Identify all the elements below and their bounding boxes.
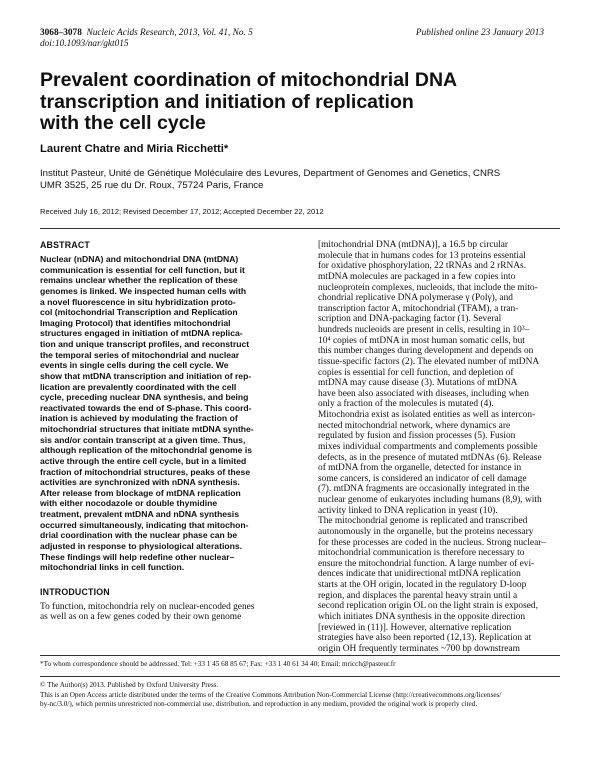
abstract-line: the temporal series of mitochondrial and nuclear — [40, 349, 240, 360]
body-line: only a fraction of the molecules is mutated (4). — [318, 399, 494, 410]
page-range: 3068–3078 — [40, 28, 82, 38]
body-line: for these processes are coded in the nucleus. Strong nuclear– — [318, 537, 547, 548]
footnote-divider — [40, 655, 560, 656]
body-line: which initiates DNA synthesis in the opposite direction — [318, 611, 526, 622]
body-line: regulated by fusion and fission processes (5). Fusion — [318, 431, 516, 442]
body-line: this number changes during development and depends on — [318, 346, 534, 357]
affiliation — [40, 168, 570, 193]
abstract-line: mitochondrial links in cell function. — [40, 562, 185, 573]
body-line: nucleoprotein complexes, nucleoids, that include the mito- — [318, 282, 538, 293]
doi: doi:10.1093/nar/gkt015 — [40, 39, 129, 49]
body-line: second replication origin OL on the light strain is exposed, — [318, 601, 538, 612]
body-line: of mtDNA from the organelle, detected for instance in — [318, 463, 522, 474]
body-line: mixes individual compartments and complements possible — [318, 441, 538, 452]
abstract-line: occurred simultaneously, indicating that mitochon- — [40, 519, 249, 530]
license-line: by-nc/3.0/), which permits unrestricted non-commercial use, distribution, and reproduction in any medium, provided the original work is properly cited. — [40, 700, 478, 709]
abstract-line: ination is achieved by modulating the fraction of — [40, 413, 238, 424]
body-line: mtDNA may cause disease (3). Mutations of mtDNA — [318, 378, 518, 389]
journal-citation: Nucleic Acids Research, 2013, Vol. 41, No. 5 — [86, 28, 253, 38]
published-date: Published online 23 January 2013 — [415, 28, 544, 38]
body-line: hundreds nucleoids are present in cells, resulting in 10³– — [318, 325, 530, 335]
abstract-line: reactivated towards the end of S-phase. This coord- — [40, 402, 252, 413]
body-line: mitochondrial communication is therefore necessary to — [318, 548, 525, 559]
body-line: autonomously in the organelle, but the proteins necessary — [318, 526, 534, 537]
abstract-line: genomes is linked. We inspected human cells with — [40, 285, 247, 296]
abstract-line: activities are synchronized with nDNA synthesis. — [40, 477, 240, 488]
body-line: region, and displaces the parental heavy strain until a — [318, 590, 518, 601]
body-line: Mitochondria exist as isolated entities as well as intercon- — [318, 410, 536, 420]
abstract-line: treatment, prevalent mtDNA and nDNA synthesis — [40, 509, 239, 519]
body-line: The mitochondrial genome is replicated and transcribed — [318, 516, 528, 527]
abstract-line: show that mtDNA transcription and initiation of rep- — [40, 370, 252, 381]
body-line: chondrial replicative DNA polymerase γ (Polγ), and — [318, 293, 513, 304]
abstract-line: sis and/or contain transcript at a given time. Thus, — [40, 434, 246, 445]
abstract-line: col (mitochondrial Transcription and Replication — [40, 307, 238, 318]
body-line: (7). mtDNA fragments are occasionally integrated in the — [318, 484, 530, 495]
introduction-line: To function, mitochondria rely on nuclear-encoded genes — [40, 601, 255, 612]
affiliation-line: UMR 3525, 25 rue du Dr. Roux, 75724 Paris, France — [40, 180, 264, 192]
abstract-line: adjusted in response to physiological alterations. — [40, 540, 242, 551]
body-line: mtDNA molecules are packaged in a few copies into — [318, 271, 516, 282]
right-column — [318, 240, 560, 654]
received-dates: Received July 16, 2012; Revised December 17, 2012; Accepted December 22, 2012 — [40, 207, 324, 216]
abstract-line: These findings will help redefine other nuclear– — [40, 551, 235, 562]
right-column-body — [318, 240, 560, 654]
copyright-line: © The Author(s) 2013. Published by Oxford University Press. — [40, 681, 219, 689]
introduction-heading: INTRODUCTION — [40, 586, 110, 597]
title-line: with the cell cycle — [40, 112, 206, 134]
body-line: some cancers, is considered an indicator of cell damage — [318, 473, 527, 484]
introduction-line: as well as on a few genes coded by their own genome — [40, 612, 242, 623]
abstract-line: remains unclear whether the replication of these — [40, 275, 238, 286]
body-line: strategies have also been reported (12,13). Replication at — [318, 633, 532, 644]
abstract-heading: ABSTRACT — [40, 240, 90, 250]
body-line: nected mitochondrial network, where dynamics are — [318, 420, 511, 431]
license-line: This is an Open Access article distributed under the terms of the Creative Commons Attribution Non-Commercial License (http://creativecommons.org/licenses/ — [40, 690, 502, 699]
correspondence-note: *To whom correspondence should be addressed. Tel: +33 1 45 68 85 67; Fax: +33 1 40 61 34 40; Email: mricch@pasteur.fr — [40, 660, 396, 668]
abstract-line: although replication of the mitochondrial genome is — [40, 445, 252, 456]
body-line: molecule that in humans codes for 13 proteins essential — [318, 250, 526, 261]
body-line: transcription factor A, mitochondrial (TFAM), a tran- — [318, 303, 519, 314]
body-line: nuclear genome of eukaryotes including humans (8,9), with — [318, 495, 542, 505]
affiliation-line: Institut Pasteur, Unité de Génétique Moléculaire des Levures, Department of Genomes and Genetics, CNRS — [40, 168, 501, 179]
abstract-line: active through the entire cell cycle, but in a limited — [40, 455, 247, 466]
body-line: dences indicate that unidirectional mtDNA replication — [318, 569, 521, 580]
article-title — [40, 70, 560, 135]
body-line: origin OH frequently terminates ~700 bp downstream — [318, 643, 520, 654]
abstract-line: drial coordination with the nuclear phase can be — [40, 530, 238, 541]
abstract-line: lication are prevalently coordinated with the cell — [40, 381, 237, 392]
body-line: copies is essential for cell function, and depletion of — [318, 367, 514, 378]
license-divider — [40, 676, 560, 677]
body-line: starts at the OH origin, located in the regulatory D-loop — [318, 580, 527, 590]
left-column — [40, 240, 304, 623]
abstract-line: mitochondrial structures that initiate mtDNA synthe- — [40, 424, 254, 434]
abstract-line: Nuclear (nDNA) and mitochondrial DNA (mtDNA) — [40, 254, 239, 264]
body-line: scription and DNA-packaging factor (1). Several — [318, 314, 502, 325]
title-line: transcription and initiation of replication — [40, 90, 414, 113]
authors: Laurent Chatre and Miria Ricchetti* — [40, 143, 229, 155]
abstract-line: fraction of mitochondrial structures, peaks of these — [40, 466, 251, 477]
header-divider — [40, 228, 560, 229]
body-line: have been also associated with diseases, including when — [318, 388, 529, 399]
abstract-line: communication is essential for cell function, but it — [40, 264, 245, 275]
body-line: 10⁴ copies of mtDNA in most human somatic cells, but — [318, 335, 525, 346]
title-line: Prevalent coordination of mitochondrial DNA — [40, 69, 458, 91]
abstract-line: After release from blockage of mtDNA replication — [40, 487, 241, 498]
running-header — [40, 28, 253, 50]
abstract-body — [40, 254, 304, 573]
abstract-line: structures engaged in initiation of mtDNA replica- — [40, 328, 243, 339]
body-line: [mitochondrial DNA (mtDNA)], a 16.5 bp circular — [318, 240, 509, 250]
introduction-body — [40, 602, 304, 623]
body-line: for oxidative phosphorylation, 22 tRNAs and 2 rRNAs. — [318, 261, 527, 272]
abstract-line: tion and unique transcript profiles, and reconstruct — [40, 339, 250, 349]
body-line: activity linked to DNA replication in yeast (10). — [318, 505, 498, 516]
abstract-line: cycle, preceding nuclear DNA synthesis, and being — [40, 392, 249, 403]
abstract-line: events in single cells during the cell cycle. We — [40, 360, 229, 371]
license-block — [40, 681, 580, 710]
body-line: defects, as in the presence of mutated mtDNAs (6). Release — [318, 452, 542, 463]
abstract-line: with either nocodazole or double thymidine — [40, 498, 218, 509]
body-line: [reviewed in (11)]. However, alternative replication — [318, 622, 512, 633]
abstract-line: Imaging Protocol) that identifies mitochondrial — [40, 317, 231, 328]
body-line: ensure the mitochondrial function. A large number of evi- — [318, 558, 535, 569]
body-line: tissue-specific factors (2). The elevated number of mtDNA — [318, 356, 540, 367]
abstract-line: a novel fluorescence in situ hybridization proto- — [40, 296, 236, 307]
